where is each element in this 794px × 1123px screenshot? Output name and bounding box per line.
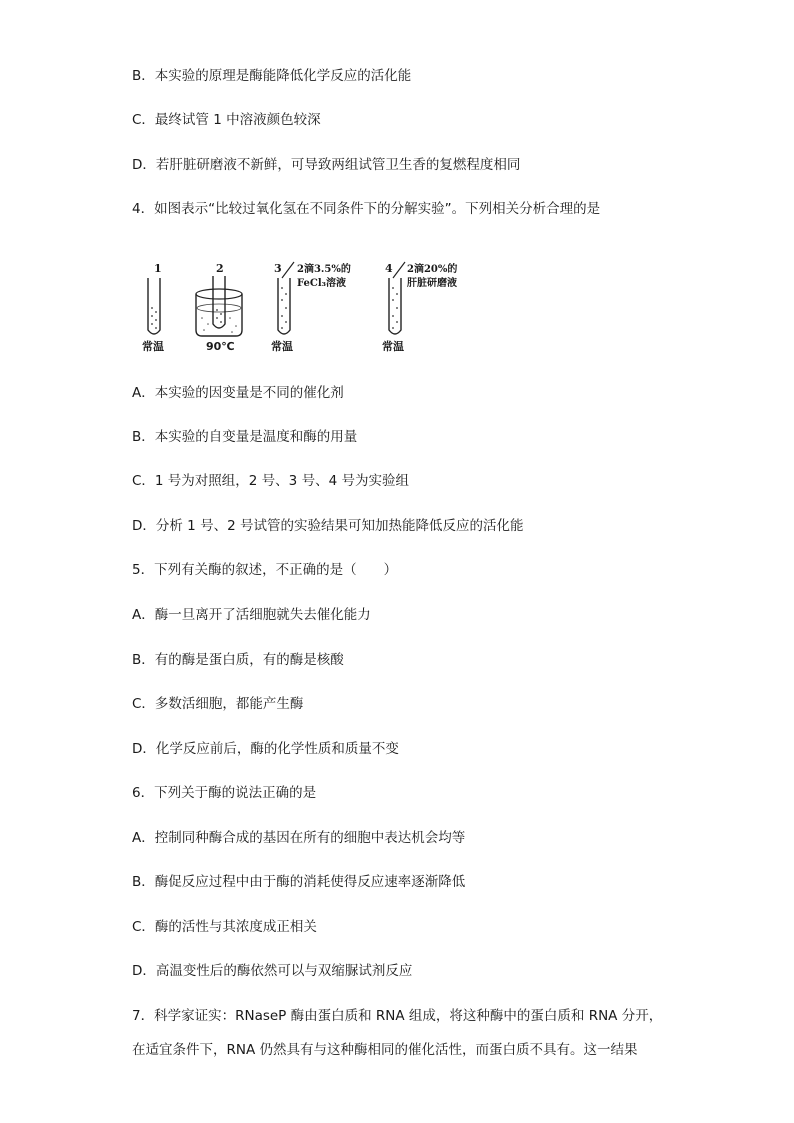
question-4: 4．如图表示“比较过氧化氢在不同条件下的分解实验”。下列相关分析合理的是 <box>132 201 601 217</box>
tube3 <box>278 278 290 334</box>
option-3d: D．若肝脏研磨液不新鲜，可导致两组试管卫生香的复燃程度相同 <box>132 157 521 173</box>
question-6: 6．下列关于酶的说法正确的是 <box>132 785 317 801</box>
tube4 <box>389 278 401 334</box>
option-6c: C．酶的活性与其浓度成正相关 <box>132 919 317 935</box>
tube3-number: 3 <box>274 262 282 275</box>
tube2 <box>213 276 225 328</box>
tube2-number: 2 <box>216 262 224 275</box>
option-4c: C．1 号为对照组，2 号、3 号、4 号为实验组 <box>132 473 409 489</box>
question-7-line2: 在适宜条件下，RNA 仍然具有与这种酶相同的催化活性，而蛋白质不具有。这一结果 <box>132 1042 638 1058</box>
tube3-note-line2: FeCl₃溶液 <box>297 278 347 289</box>
option-4a: A．本实验的因变量是不同的催化剂 <box>132 385 344 401</box>
tube4-caption: 常温 <box>382 340 404 353</box>
experiment-figure <box>132 258 492 358</box>
tube4-note-line1: 2滴20%的 <box>407 264 458 275</box>
tube1-number: 1 <box>154 262 162 275</box>
option-3c: C．最终试管 1 中溶液颜色较深 <box>132 112 321 128</box>
tube4-number: 4 <box>385 262 393 275</box>
tube2-caption: 90℃ <box>206 340 235 353</box>
option-5d: D．化学反应前后，酶的化学性质和质量不变 <box>132 741 399 757</box>
option-6d: D．高温变性后的酶依然可以与双缩脲试剂反应 <box>132 963 413 979</box>
water-bath-beaker <box>196 294 242 336</box>
tube3-liquid <box>281 287 287 329</box>
tube2-liquid <box>216 309 222 323</box>
water-bath-water <box>201 317 237 333</box>
option-5b: B．有的酶是蛋白质，有的酶是核酸 <box>132 652 344 668</box>
option-5a: A．酶一旦离开了活细胞就失去催化能力 <box>132 607 371 623</box>
tube4-note-line2: 肝脏研磨液 <box>407 278 457 289</box>
option-6b: B．酶促反应过程中由于酶的消耗使得反应速率逐渐降低 <box>132 874 466 890</box>
tube1-liquid <box>151 307 157 329</box>
tube1 <box>148 278 160 334</box>
option-4d: D．分析 1 号、2 号试管的实验结果可知加热能降低反应的活化能 <box>132 518 524 534</box>
option-4b: B．本实验的自变量是温度和酶的用量 <box>132 429 358 445</box>
tube1-caption: 常温 <box>142 340 164 353</box>
question-7-line1: 7．科学家证实：RNaseP 酶由蛋白质和 RNA 组成，将这种酶中的蛋白质和 RNA 分开， <box>132 1008 663 1024</box>
option-5c: C．多数活细胞，都能产生酶 <box>132 696 304 712</box>
option-6a: A．控制同种酶合成的基因在所有的细胞中表达机会均等 <box>132 830 466 846</box>
tube3-note-line1: 2滴3.5%的 <box>297 264 351 275</box>
tube4-liquid <box>392 287 398 329</box>
question-5: 5．下列有关酶的叙述，不正确的是（ ） <box>132 562 398 578</box>
tube4-dropper <box>393 262 405 278</box>
tube3-caption: 常温 <box>271 340 293 353</box>
tube3-dropper <box>282 262 294 278</box>
option-3b: B．本实验的原理是酶能降低化学反应的活化能 <box>132 68 412 84</box>
